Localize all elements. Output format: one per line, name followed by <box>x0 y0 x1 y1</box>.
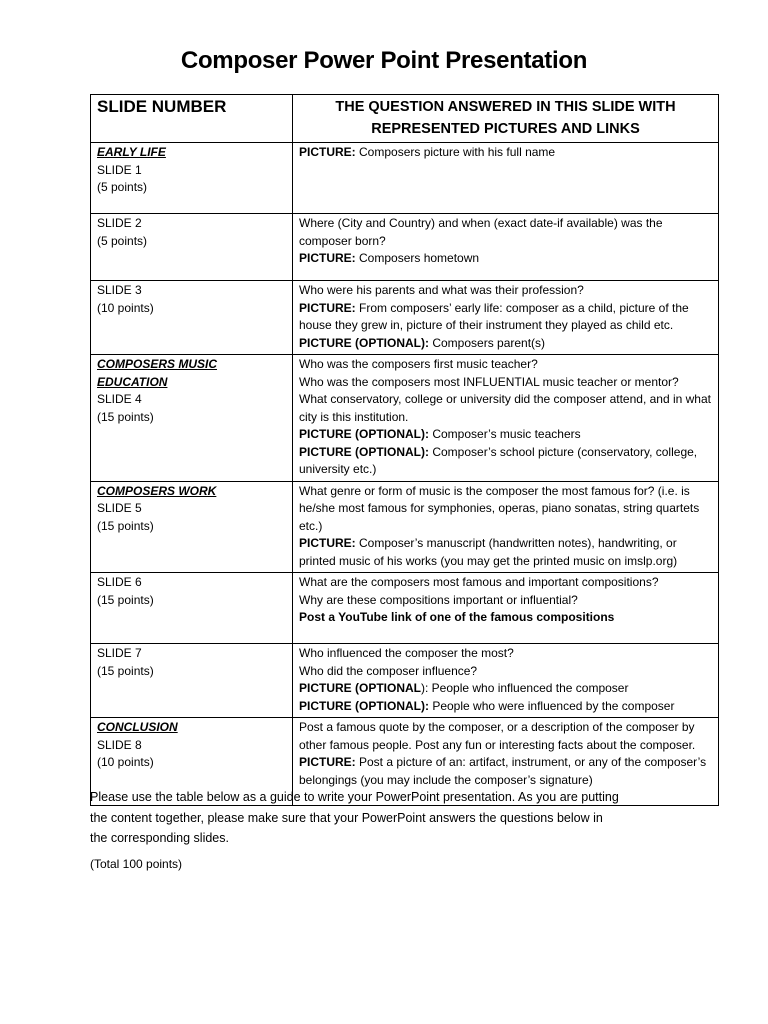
instructions-paragraph <box>90 787 710 849</box>
points-label: (15 points) <box>97 409 154 424</box>
points-label: (15 points) <box>97 592 154 607</box>
question-text: Who was the composers most INFLUENTIAL music teacher or mentor? <box>299 374 679 389</box>
question-line <box>299 680 712 698</box>
question-line <box>299 609 712 627</box>
header-question <box>293 95 719 143</box>
question-text: Who were his parents and what was their profession? <box>299 283 584 297</box>
table-row <box>91 214 719 281</box>
question-cell <box>293 481 719 573</box>
question-line <box>299 719 712 754</box>
question-text: Composers parent(s) <box>429 335 546 350</box>
picture-label: PICTURE (OPTIONAL): <box>299 335 429 350</box>
picture-label: PICTURE (OPTIONAL): <box>299 698 429 713</box>
question-text: Where (City and Country) and when (exact date-if available) was the composer born? <box>299 216 663 248</box>
section-title: CONCLUSION <box>97 720 178 734</box>
slide-cell <box>91 281 293 355</box>
picture-label: PICTURE: <box>299 536 356 550</box>
table-header-row <box>91 95 719 143</box>
slide-label: SLIDE 5 <box>97 501 142 515</box>
table-row <box>91 355 719 482</box>
question-text: What genre or form of music is the composer the most famous for? (i.e. is he/she most famous for symphonies, operas, piano sonatas, string quartets etc.) <box>299 483 700 533</box>
question-line <box>299 215 712 250</box>
question-line <box>299 698 712 716</box>
picture-label: PICTURE (OPTIONAL): <box>299 427 429 441</box>
table-row <box>91 481 719 573</box>
slide-label: SLIDE 4 <box>97 392 142 406</box>
question-line <box>299 574 712 592</box>
slide-label: SLIDE 8 <box>97 737 142 752</box>
section-title: EARLY LIFE <box>97 145 166 159</box>
section-title: COMPOSERS MUSIC EDUCATION <box>97 357 218 389</box>
points-label: (15 points) <box>97 518 154 533</box>
points-label: (10 points) <box>97 755 154 769</box>
question-line <box>299 645 712 663</box>
question-text: Composer’s music teachers <box>429 427 581 441</box>
points-label: (15 points) <box>97 663 154 678</box>
question-line <box>299 754 712 789</box>
question-text: What conservatory, college or university did the composer attend, and in what city is this institution. <box>299 392 711 424</box>
question-line <box>299 374 712 392</box>
table-row <box>91 573 719 644</box>
question-cell <box>293 644 719 718</box>
instructions-line: Please use the table below as a guide to write your PowerPoint presentation. As you are putting <box>90 790 619 804</box>
slide-cell <box>91 481 293 573</box>
picture-label: PICTURE: <box>299 145 356 159</box>
question-text: What are the composers most famous and important compositions? <box>299 575 659 589</box>
question-line <box>299 535 712 570</box>
table-row <box>91 143 719 214</box>
question-line <box>299 250 712 268</box>
points-label: (5 points) <box>97 180 148 194</box>
question-cell <box>293 281 719 355</box>
question-text: Composers picture with his full name <box>355 145 556 159</box>
slide-label: SLIDE 1 <box>97 162 142 177</box>
question-line <box>299 300 712 335</box>
instructions-line: the corresponding slides. <box>90 831 229 845</box>
question-cell <box>293 355 719 482</box>
slide-cell <box>91 214 293 281</box>
slide-cell <box>91 355 293 482</box>
picture-label: PICTURE (OPTIONAL): <box>299 444 429 459</box>
question-line <box>299 282 712 300</box>
points-label: (5 points) <box>97 233 148 248</box>
slide-label: SLIDE 6 <box>97 575 142 589</box>
question-text: ): People who influenced the composer <box>421 681 629 695</box>
page-title: Composer Power Point Presentation <box>180 47 588 74</box>
question-text: Composers hometown <box>355 251 480 265</box>
question-line <box>299 663 712 681</box>
slide-cell <box>91 143 293 214</box>
question-line <box>299 335 712 353</box>
picture-label: Post a YouTube link of one of the famous compositions <box>299 610 615 624</box>
question-cell <box>293 573 719 644</box>
question-text: People who were influenced by the composer <box>429 698 675 713</box>
slide-cell <box>91 573 293 644</box>
slide-label: SLIDE 3 <box>97 283 142 297</box>
slide-rubric-table <box>90 94 719 806</box>
table-row <box>91 644 719 718</box>
question-text: Post a picture of an: artifact, instrument, or any of the composer’s belongings (you may include the composer’s signature) <box>299 755 707 787</box>
question-text: Who did the composer influence? <box>299 663 478 678</box>
question-text: Post a famous quote by the composer, or a description of the composer by other famous people. Post any fun or interesting facts about the composer. <box>299 720 696 752</box>
instructions-line: the content together, please make sure that your PowerPoint answers the questions below in <box>90 810 603 825</box>
header-question-line-2: REPRESENTED PICTURES AND LINKS <box>371 121 640 137</box>
total-points: (Total 100 points) <box>90 857 183 871</box>
picture-label: PICTURE: <box>299 300 356 315</box>
question-line <box>299 426 712 444</box>
picture-label: PICTURE (OPTIONAL <box>299 681 421 695</box>
picture-label: PICTURE: <box>299 251 356 265</box>
question-text: From composers’ early life: composer as a child, picture of the house they grew in, picture of their instrument they played as child etc. <box>299 300 689 332</box>
slide-label: SLIDE 2 <box>97 216 142 230</box>
question-text: Who influenced the composer the most? <box>299 646 514 660</box>
question-text: Who was the composers first music teacher? <box>299 357 538 371</box>
question-line <box>299 483 712 536</box>
question-line <box>299 356 712 374</box>
picture-label: PICTURE: <box>299 755 356 769</box>
question-line <box>299 391 712 426</box>
section-title: COMPOSERS WORK <box>97 483 217 498</box>
question-line <box>299 144 712 162</box>
question-cell <box>293 214 719 281</box>
question-text: Composer’s school picture (conservatory, college, university etc.) <box>299 444 698 476</box>
header-slide-number: SLIDE NUMBER <box>91 95 293 143</box>
table-row <box>91 281 719 355</box>
slide-cell <box>91 644 293 718</box>
question-text: Why are these compositions important or influential? <box>299 592 578 607</box>
question-cell <box>293 143 719 214</box>
header-question-line-1: THE QUESTION ANSWERED IN THIS SLIDE WITH <box>335 99 676 115</box>
slide-label: SLIDE 7 <box>97 646 142 660</box>
question-line <box>299 444 712 479</box>
question-text: Composer’s manuscript (handwritten notes), handwriting, or printed music of his works (you may get the printed music on imslp.org) <box>299 536 678 568</box>
question-line <box>299 592 712 610</box>
points-label: (10 points) <box>97 300 154 315</box>
